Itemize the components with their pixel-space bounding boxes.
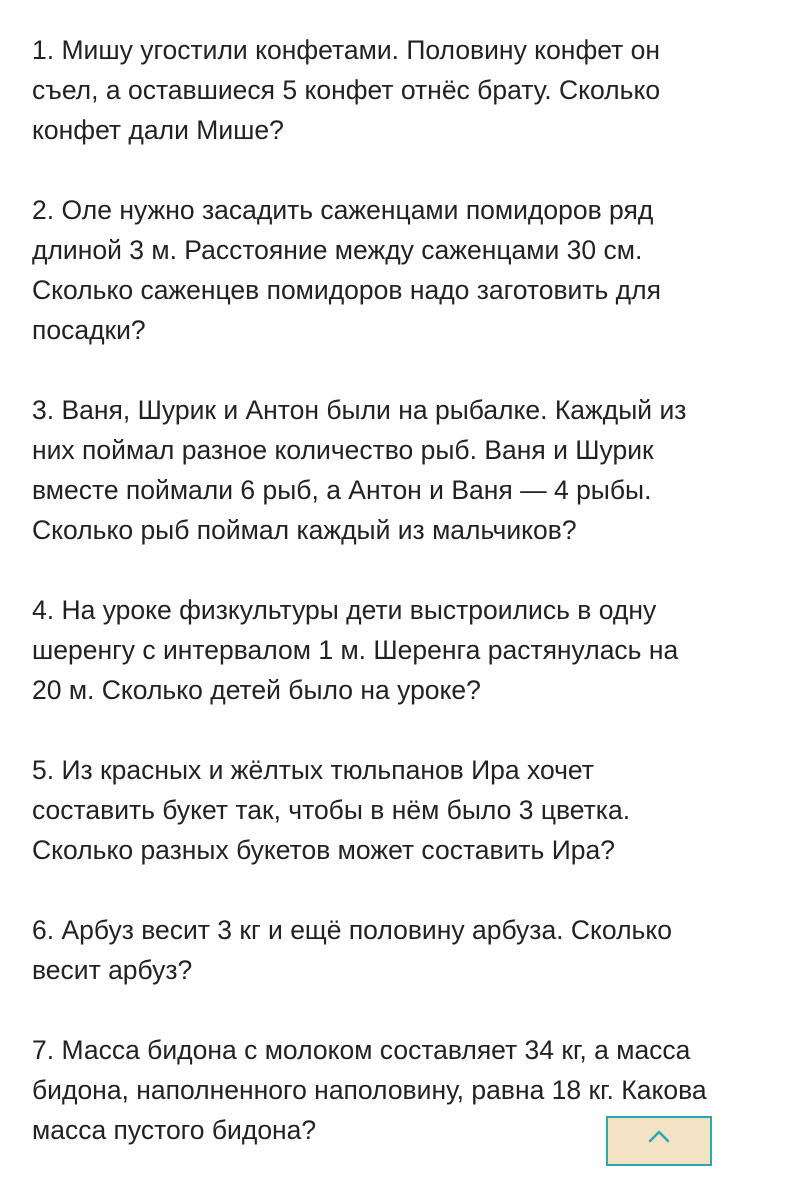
problem-line: 20 м. Сколько детей было на уроке?	[32, 675, 481, 705]
scroll-to-top-button[interactable]	[606, 1116, 712, 1166]
problem-line: Сколько саженцев помидоров надо заготовить для	[32, 275, 661, 305]
problem-line: шеренгу с интервалом 1 м. Шеренга растянулась на	[32, 635, 679, 665]
problem-4	[32, 590, 772, 710]
problem-line: 2. Оле нужно засадить саженцами помидоров ряд	[32, 195, 654, 225]
problem-line: бидона, наполненного наполовину, равна 18 кг. Какова	[32, 1075, 707, 1105]
problem-line: вместе поймали 6 рыб, а Антон и Ваня — 4 рыбы.	[32, 475, 652, 505]
problem-line: них поймал разное количество рыб. Ваня и Шурик	[32, 435, 654, 465]
problem-2	[32, 190, 772, 350]
problem-line: посадки?	[32, 315, 146, 345]
problem-line: масса пустого бидона?	[32, 1115, 317, 1145]
problem-5	[32, 750, 772, 870]
problem-line: длиной 3 м. Расстояние между саженцами 30 см.	[32, 235, 643, 265]
problem-line: конфет дали Мише?	[32, 115, 284, 145]
problem-line: весит арбуз?	[32, 955, 193, 985]
problem-line: составить букет так, чтобы в нём было 3 цветка.	[32, 795, 631, 825]
problem-line: 7. Масса бидона с молоком составляет 34 кг, а масса	[32, 1035, 691, 1065]
problem-line: Сколько рыб поймал каждый из мальчиков?	[32, 515, 577, 545]
chevron-up-icon	[647, 1128, 671, 1144]
problem-3	[32, 390, 772, 550]
problem-line: 3. Ваня, Шурик и Антон были на рыбалке. Каждый из	[32, 395, 687, 425]
problem-line: 1. Мишу угостили конфетами. Половину конфет он	[32, 35, 660, 65]
problem-list	[32, 30, 772, 1190]
problem-6	[32, 910, 772, 990]
problem-1	[32, 30, 772, 150]
problem-line: 4. На уроке физкультуры дети выстроились в одну	[32, 595, 657, 625]
problem-line: 6. Арбуз весит 3 кг и ещё половину арбуза. Сколько	[32, 915, 672, 945]
problem-line: съел, а оставшиеся 5 конфет отнёс брату. Сколько	[32, 75, 661, 105]
problem-line: 5. Из красных и жёлтых тюльпанов Ира хочет	[32, 755, 594, 785]
problem-line: Сколько разных букетов может составить Ира?	[32, 835, 615, 865]
